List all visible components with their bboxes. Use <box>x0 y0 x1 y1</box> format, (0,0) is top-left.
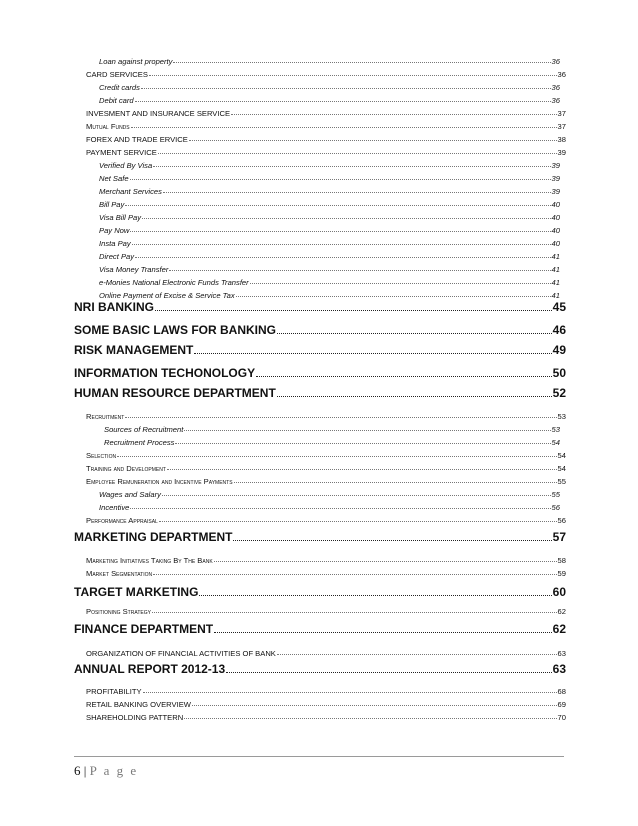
toc-entry-page: 39 <box>551 161 560 170</box>
toc-entry[interactable] <box>99 290 560 300</box>
toc-entry-page: 57 <box>552 530 566 544</box>
dot-leader <box>141 88 551 89</box>
toc-entry-page: 41 <box>551 291 560 300</box>
toc-entry-page: 62 <box>552 622 566 636</box>
toc-entry-title: INVESMENT AND INSURANCE SERVICE <box>86 109 231 118</box>
toc-heading-entry[interactable] <box>74 386 566 400</box>
dot-leader <box>192 705 557 706</box>
toc-entry[interactable] <box>86 476 566 486</box>
toc-entry-page: 63 <box>557 649 566 658</box>
dot-leader <box>135 257 551 258</box>
dot-leader <box>199 595 551 596</box>
dot-leader <box>250 283 551 284</box>
toc-entry-title: Net Safe <box>99 174 129 183</box>
dot-leader <box>130 231 550 232</box>
toc-entry[interactable] <box>86 712 566 722</box>
toc-entry[interactable] <box>86 121 566 131</box>
toc-heading-entry[interactable] <box>74 343 566 357</box>
dot-leader <box>125 417 556 418</box>
toc-entry-title: RETAIL BANKING OVERVIEW <box>86 700 191 709</box>
dot-leader <box>184 430 550 431</box>
toc-entry-title: Direct Pay <box>99 252 135 261</box>
dot-leader <box>162 495 551 496</box>
toc-entry[interactable] <box>86 147 566 157</box>
toc-entry-page: 39 <box>557 148 566 157</box>
dot-leader <box>236 296 551 297</box>
toc-entry-page: 55 <box>557 477 566 486</box>
toc-entry-page: 49 <box>552 343 566 357</box>
toc-heading-entry[interactable] <box>74 300 566 314</box>
toc-entry-page: 56 <box>557 516 566 525</box>
dot-leader <box>231 114 557 115</box>
toc-entry-page: 50 <box>552 366 566 380</box>
toc-entry-title: Recruitment Process <box>104 438 175 447</box>
toc-entry[interactable] <box>99 199 560 209</box>
dot-leader <box>152 612 557 613</box>
toc-entry-title: FINANCE DEPARTMENT <box>74 622 214 636</box>
dot-leader <box>153 166 550 167</box>
toc-entry-page: 46 <box>552 323 566 337</box>
toc-entry-page: 59 <box>557 569 566 578</box>
toc-heading-entry[interactable] <box>74 622 566 636</box>
toc-entry[interactable] <box>86 69 566 79</box>
toc-entry-page: 40 <box>551 226 560 235</box>
toc-entry-page: 55 <box>551 490 560 499</box>
toc-entry[interactable] <box>86 463 566 473</box>
toc-entry[interactable] <box>104 424 560 434</box>
toc-entry-page: 41 <box>551 265 560 274</box>
toc-entry-title: NRI BANKING <box>74 300 154 314</box>
toc-entry[interactable] <box>86 515 566 525</box>
toc-entry[interactable] <box>104 437 560 447</box>
toc-entry[interactable] <box>99 82 560 92</box>
toc-entry-title: RISK MANAGEMENT <box>74 343 194 357</box>
page-number-value: 6 <box>74 763 81 778</box>
toc-entry-page: 45 <box>552 300 566 314</box>
toc-entry-title: ANNUAL REPORT 2012-13 <box>74 662 226 676</box>
toc-entry-title: Mutual Funds <box>86 122 130 131</box>
toc-entry-title: CARD SERVICES <box>86 70 148 79</box>
dot-leader <box>277 396 552 397</box>
toc-entry-title: Insta Pay <box>99 239 131 248</box>
dot-leader <box>117 456 556 457</box>
toc-entry-page: 54 <box>557 464 566 473</box>
dot-leader <box>194 353 551 354</box>
toc-entry-title: Online Payment of Excise & Service Tax <box>99 291 235 300</box>
toc-entry[interactable] <box>86 699 566 709</box>
toc-entry-page: 53 <box>557 412 566 421</box>
toc-entry-page: 36 <box>551 83 560 92</box>
toc-entry[interactable] <box>99 225 560 235</box>
toc-entry[interactable] <box>99 489 560 499</box>
toc-entry-title: Bill Pay <box>99 200 125 209</box>
toc-entry-page: 37 <box>557 109 566 118</box>
toc-entry-title: ORGANIZATION OF FINANCIAL ACTIVITIES OF BANK <box>86 649 276 658</box>
toc-entry[interactable] <box>99 264 560 274</box>
toc-entry-title: Market Segmentation <box>86 569 153 578</box>
toc-entry[interactable] <box>86 686 566 696</box>
footer-rule <box>74 756 564 757</box>
toc-entry-title: Loan against property <box>99 57 173 66</box>
dot-leader <box>149 75 557 76</box>
toc-entry[interactable] <box>86 568 566 578</box>
toc-entry-title: Employee Remuneration and Incentive Payments <box>86 477 233 486</box>
dot-leader <box>131 127 557 128</box>
toc-entry[interactable] <box>99 56 560 66</box>
toc-heading-entry[interactable] <box>74 366 566 380</box>
dot-leader <box>277 333 552 334</box>
toc-entry[interactable] <box>99 277 560 287</box>
toc-entry-page: 70 <box>557 713 566 722</box>
toc-entry-title: Debit card <box>99 96 134 105</box>
toc-entry[interactable] <box>86 555 566 565</box>
toc-entry-page: 39 <box>551 174 560 183</box>
dot-leader <box>132 244 551 245</box>
toc-entry-title: Sources of Recruitment <box>104 425 184 434</box>
page-footer <box>74 756 564 796</box>
dot-leader <box>142 218 550 219</box>
page-label: P a g e <box>89 763 139 778</box>
toc-entry-title: Incentive <box>99 503 130 512</box>
toc-entry[interactable] <box>99 95 560 105</box>
toc-entry[interactable] <box>99 502 560 512</box>
dot-leader <box>214 561 557 562</box>
page-number <box>74 763 138 779</box>
dot-leader <box>135 101 551 102</box>
dot-leader <box>173 62 550 63</box>
toc-entry-title: Visa Bill Pay <box>99 213 142 222</box>
toc-entry-title: Positioning Strategy <box>86 607 151 616</box>
toc-entry-title: Merchant Services <box>99 187 162 196</box>
toc-entry[interactable] <box>99 160 560 170</box>
toc-entry-title: PROFITABILITY <box>86 687 142 696</box>
toc-entry[interactable] <box>86 411 566 421</box>
toc-entry-page: 56 <box>551 503 560 512</box>
toc-entry-title: FOREX AND TRADE ERVICE <box>86 135 188 144</box>
dot-leader <box>158 153 557 154</box>
toc-entry-title: Performance Appraisal <box>86 516 158 525</box>
toc-entry[interactable] <box>99 238 560 248</box>
dot-leader <box>277 654 557 655</box>
dot-leader <box>159 521 557 522</box>
toc-entry-title: Marketing Initiatives Taking By The Bank <box>86 556 213 565</box>
toc-entry-page: 39 <box>551 187 560 196</box>
dot-leader <box>175 443 550 444</box>
toc-entry-title: SHAREHOLDING PATTERN <box>86 713 184 722</box>
dot-leader <box>130 179 551 180</box>
toc-entry-page: 40 <box>551 239 560 248</box>
toc-entry-page: 69 <box>557 700 566 709</box>
toc-entry-page: 54 <box>551 438 560 447</box>
page-number-separator: | <box>80 763 90 778</box>
toc-entry-page: 37 <box>557 122 566 131</box>
dot-leader <box>125 205 550 206</box>
dot-leader <box>184 718 556 719</box>
dot-leader <box>234 482 557 483</box>
toc-entry-page: 36 <box>551 57 560 66</box>
toc-entry-page: 62 <box>557 607 566 616</box>
dot-leader <box>226 672 551 673</box>
dot-leader <box>167 469 557 470</box>
toc-entry[interactable] <box>86 606 566 616</box>
toc-entry-page: 60 <box>552 585 566 599</box>
toc-entry-page: 53 <box>551 425 560 434</box>
dot-leader <box>256 376 552 377</box>
toc-entry-page: 40 <box>551 200 560 209</box>
toc-entry-title: TARGET MARKETING <box>74 585 199 599</box>
toc-entry-page: 40 <box>551 213 560 222</box>
dot-leader <box>189 140 557 141</box>
dot-leader <box>130 508 550 509</box>
toc-entry-page: 36 <box>557 70 566 79</box>
toc-entry[interactable] <box>86 134 566 144</box>
toc-entry-title: Pay Now <box>99 226 130 235</box>
toc-entry[interactable] <box>99 173 560 183</box>
toc-entry-page: 58 <box>557 556 566 565</box>
toc-entry-page: 52 <box>552 386 566 400</box>
dot-leader <box>155 310 552 311</box>
toc-entry-title: INFORMATION TECHONOLOGY <box>74 366 256 380</box>
toc-entry[interactable] <box>86 450 566 460</box>
dot-leader <box>153 574 556 575</box>
toc-entry-page: 54 <box>557 451 566 460</box>
toc-entry-page: 41 <box>551 278 560 287</box>
dot-leader <box>169 270 550 271</box>
dot-leader <box>163 192 551 193</box>
toc-heading-entry[interactable] <box>74 530 566 544</box>
toc-entry-title: e-Monies National Electronic Funds Transfer <box>99 278 249 287</box>
toc-entry-page: 41 <box>551 252 560 261</box>
dot-leader <box>143 692 557 693</box>
toc-entry-title: Recruitment <box>86 412 125 421</box>
dot-leader <box>233 540 551 541</box>
toc-entry-page: 36 <box>551 96 560 105</box>
toc-entry-title: Training and Development <box>86 464 166 473</box>
toc-entry[interactable] <box>99 186 560 196</box>
dot-leader <box>214 632 552 633</box>
toc-entry-title: PAYMENT SERVICE <box>86 148 157 157</box>
toc-entry[interactable] <box>99 251 560 261</box>
toc-entry-title: SOME BASIC LAWS FOR BANKING <box>74 323 277 337</box>
toc-heading-entry[interactable] <box>74 323 566 337</box>
toc-entry-title: Verified By Visa <box>99 161 153 170</box>
toc-entry-title: Wages and Salary <box>99 490 161 499</box>
toc-entry-title: MARKETING DEPARTMENT <box>74 530 233 544</box>
toc-entry-title: Selection <box>86 451 117 460</box>
toc-entry-title: HUMAN RESOURCE DEPARTMENT <box>74 386 276 400</box>
toc-entry[interactable] <box>86 108 566 118</box>
toc-entry-page: 68 <box>557 687 566 696</box>
toc-entry[interactable] <box>99 212 560 222</box>
toc-entry-page: 38 <box>557 135 566 144</box>
toc-entry-title: Credit cards <box>99 83 140 92</box>
toc-entry[interactable] <box>86 648 566 658</box>
toc-heading-entry[interactable] <box>74 662 566 676</box>
toc-heading-entry[interactable] <box>74 585 566 599</box>
toc-entry-title: Visa Money Transfer <box>99 265 169 274</box>
toc-entry-page: 63 <box>552 662 566 676</box>
